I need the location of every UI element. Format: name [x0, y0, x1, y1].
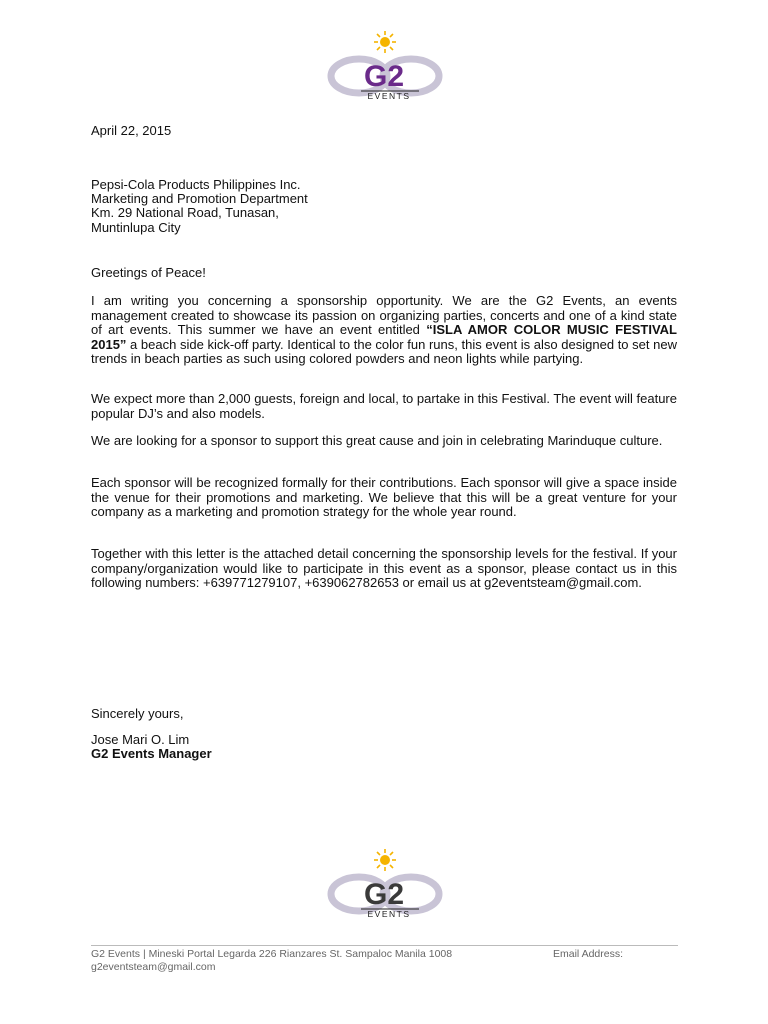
footer-email: g2eventsteam@gmail.com [91, 961, 216, 973]
paragraph-5: Together with this letter is the attached detail concerning the sponsorship levels for the festival. If your company/organization would like to participate in this event as a sponsor, please contact us in this following numbers: +639771279107, +639062782653 or email us at g2eventsteam@gmail.com. [91, 546, 677, 591]
letter-date: April 22, 2015 [91, 123, 172, 138]
signer-title: G2 Events Manager [91, 746, 212, 761]
event-name: “ISLA AMOR COLOR MUSIC FESTIVAL 2015” [91, 322, 677, 352]
sun-icon [374, 31, 396, 53]
logo-mark: G2 [363, 60, 405, 93]
footer [91, 948, 678, 974]
closing: Sincerely yours, [91, 706, 184, 721]
logo-mark-footer: G2 [363, 878, 405, 911]
signer-name: Jose Mari O. Lim [91, 732, 190, 747]
logo-word-footer: EVENTS [367, 909, 411, 919]
footer-email-label: Email Address: [553, 948, 624, 960]
paragraph-3: We are looking for a sponsor to support this great cause and join in celebrating Marinduque culture. [91, 433, 663, 448]
g2-events-logo-footer [319, 844, 449, 920]
paragraph-1 [91, 294, 677, 367]
recipient-line-2: Marketing and Promotion Department [91, 191, 308, 206]
paragraph-1-text: I am writing you concerning a sponsorship opportunity. We are the G2 Events, an events management created to showcase its passion on organizing parties, concerts and one of a kind state of art events. This summer we have an event entitled [91, 293, 677, 338]
paragraph-2: We expect more than 2,000 guests, foreign and local, to partake in this Festival. The event will feature popular DJ’s and also models. [91, 391, 677, 421]
g2-events-logo [319, 26, 449, 102]
footer-divider [91, 945, 678, 946]
greeting: Greetings of Peace! [91, 265, 206, 280]
paragraph-4: Each sponsor will be recognized formally for their contributions. Each sponsor will give a space inside the venue for their promotions and marketing. We believe that this will be a great venture for your company as a marketing and promotion strategy for the whole year round. [91, 475, 677, 520]
footer-address: G2 Events | Mineski Portal Legarda 226 Rianzares St. Sampaloc Manila 1008 [91, 948, 453, 960]
recipient-line-3: Km. 29 National Road, Tunasan, [91, 205, 279, 220]
recipient-line-4: Muntinlupa City [91, 220, 181, 235]
paragraph-1-text-end: a beach side kick-off party. Identical to the color fun runs, this event is also designed to set new trends in beach parties as such using colored powders and neon lights while partying. [91, 336, 677, 367]
logo-word: EVENTS [367, 91, 411, 101]
recipient-line-1: Pepsi-Cola Products Philippines Inc. [91, 177, 301, 192]
sun-icon [374, 849, 396, 871]
